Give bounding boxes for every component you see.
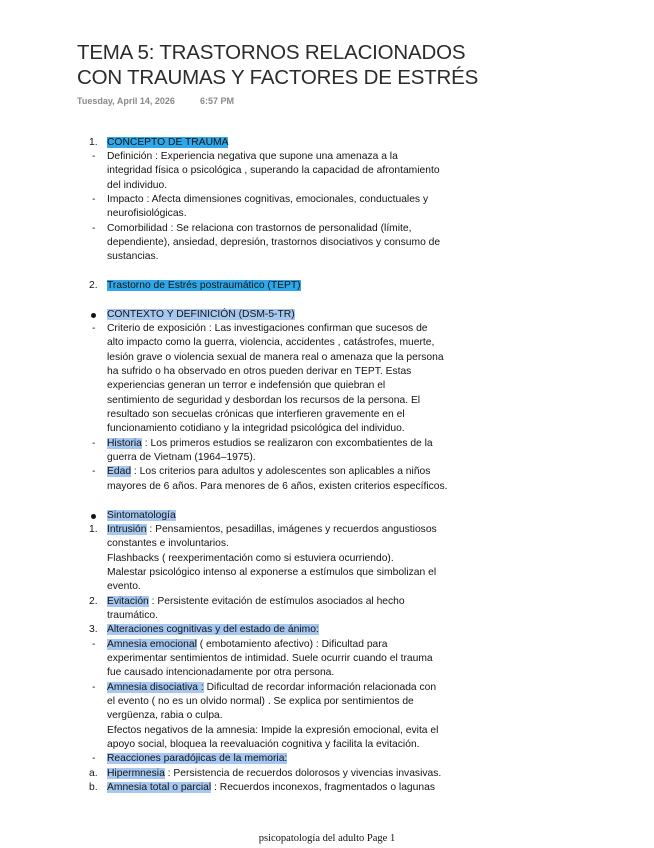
text-line	[107, 379, 385, 393]
text-line	[107, 781, 435, 795]
highlighted-text: Amnesia total o parcial	[107, 782, 212, 793]
highlighted-text: Trastorno de Estrés postraumático (TEPT)	[107, 280, 301, 291]
text-line	[107, 566, 436, 580]
note-date: Tuesday, April 14, 2026	[77, 96, 175, 106]
bullet-icon	[91, 514, 96, 519]
text-line	[107, 666, 334, 680]
text-span: experiencias generan un terror e indefensión que quiebran el	[107, 380, 386, 391]
list-marker: -	[92, 194, 96, 205]
highlighted-text: Historia	[107, 438, 142, 449]
text-span: sentimiento de seguridad y desbordan los recursos de la persona. El	[107, 395, 421, 406]
text-span: Impacto : Afecta dimensiones cognitivas, emocionales, conductuales y	[107, 194, 429, 205]
text-span: guerra de Vietnam (1964–1975).	[107, 452, 256, 463]
bullet-icon	[91, 313, 96, 318]
list-marker: -	[92, 466, 96, 477]
text-span: lesión grave o violencia sexual de manera real o amenaza que la persona	[107, 352, 444, 363]
list-marker: -	[92, 323, 96, 334]
text-line	[107, 222, 412, 236]
text-line	[107, 681, 436, 695]
list-marker: -	[92, 753, 96, 764]
text-span: neurofisiológicas.	[107, 208, 187, 219]
text-line	[107, 136, 228, 150]
text-span: : Persistencia de recuerdos dolorosos y vivencias invasivas.	[164, 768, 442, 779]
list-marker: a.	[89, 768, 98, 779]
text-line	[107, 437, 433, 451]
text-span: fue causado intencionadamente por otra persona.	[107, 667, 335, 678]
text-line	[107, 767, 441, 781]
text-span: Flashbacks ( reexperimentación como si estuviera ocurriendo).	[107, 553, 394, 564]
text-line	[107, 451, 256, 465]
text-line	[107, 236, 440, 250]
text-span: integridad física o psicológica , superando la capacidad de afrontamiento	[107, 165, 440, 176]
text-line	[107, 336, 434, 350]
text-line	[107, 351, 444, 365]
text-line	[107, 638, 387, 652]
text-span: evento.	[107, 581, 141, 592]
list-marker: 3.	[89, 624, 98, 635]
highlighted-text: Intrusión	[107, 524, 147, 535]
text-line	[107, 709, 223, 723]
text-span: mayores de 6 años. Para menores de 6 años, existen criterios específicos.	[107, 481, 448, 492]
text-span: : Pensamientos, pesadillas, imágenes y recuerdos angustiosos	[146, 524, 437, 535]
list-marker: 1.	[89, 524, 98, 535]
text-line	[107, 695, 414, 709]
text-line	[107, 179, 167, 193]
list-marker: 2.	[89, 280, 98, 291]
text-line	[107, 465, 430, 479]
text-span: el evento ( no es un olvido normal) . Se explica por sentimientos de	[107, 696, 414, 707]
text-line	[107, 207, 187, 221]
highlighted-text: Edad	[107, 466, 132, 477]
text-span: constantes e involuntarios.	[107, 538, 229, 549]
text-line	[107, 164, 440, 178]
list-marker: -	[92, 639, 96, 650]
text-line	[107, 480, 448, 494]
highlighted-text: Alteraciones cognitivas y del estado de ánimo:	[107, 624, 319, 635]
page-title	[77, 40, 547, 90]
list-marker: b.	[89, 782, 98, 793]
text-line	[107, 193, 428, 207]
text-span: del individuo.	[107, 180, 168, 191]
text-span: ha sufrido o ha observado en otros pueden derivar en TEPT. Estas	[107, 366, 412, 377]
note-time: 6:57 PM	[200, 96, 235, 106]
text-span: vergüenza, rabia o culpa.	[107, 710, 223, 721]
text-line	[107, 724, 438, 738]
highlighted-text: Hipermnesia	[107, 768, 165, 779]
text-line	[107, 279, 301, 293]
text-line	[107, 552, 394, 566]
highlighted-text: CONTEXTO Y DEFINICIÓN (DSM-5-TR)	[107, 309, 295, 320]
text-span: Definición : Experiencia negativa que supone una amenaza a la	[107, 151, 398, 162]
text-span: dependiente), ansiedad, depresión, trastornos disociativos y consumo de	[107, 237, 441, 248]
text-line	[107, 365, 411, 379]
text-span: Criterio de exposición : Las investigaciones confirman que sucesos de	[107, 323, 428, 334]
text-line	[107, 509, 176, 523]
highlighted-text: CONCEPTO DE TRAUMA	[107, 137, 229, 148]
text-span: traumático.	[107, 610, 158, 621]
list-marker: -	[92, 438, 96, 449]
text-line	[107, 537, 229, 551]
text-line	[107, 595, 405, 609]
text-span: Efectos negativos de la amnesia: Impide la expresión emocional, evita el	[107, 725, 439, 736]
text-line	[107, 609, 158, 623]
text-span: alto impacto como la guerra, violencia, accidentes , catástrofes, muerte,	[107, 337, 435, 348]
text-span: apoyo social, bloquea la reevaluación cognitiva y facilita la evitación.	[107, 739, 420, 750]
text-line	[107, 408, 405, 422]
text-span: : Los primeros estudios se realizaron con excombatientes de la	[141, 438, 433, 449]
text-line	[107, 394, 420, 408]
text-span: resultado son secuelas crónicas que interfieren gravemente en el	[107, 409, 405, 420]
text-span: Comorbilidad : Se relaciona con trastornos de personalidad (límite,	[107, 223, 412, 234]
page-title-line-1: TEMA 5: TRASTORNOS RELACIONADOS	[77, 41, 466, 64]
text-line	[107, 652, 433, 666]
text-line	[107, 738, 420, 752]
list-marker: -	[92, 151, 96, 162]
list-marker: 1.	[89, 137, 98, 148]
highlighted-text: Evitación	[107, 596, 149, 607]
text-span: funcionamiento cotidiano y la integridad psicológica del individuo.	[107, 423, 405, 434]
text-span: : Los criterios para adultos y adolescentes son aplicables a niños	[131, 466, 431, 477]
text-line	[107, 580, 141, 594]
text-span: sustancias.	[107, 251, 159, 262]
page-footer: psicopatología del adulto Page 1	[258, 833, 396, 844]
text-span: ( embotamiento afectivo) : Dificultad para	[196, 639, 388, 650]
text-line	[107, 422, 405, 436]
text-line	[107, 250, 159, 264]
text-line	[107, 150, 398, 164]
highlighted-text: Reacciones paradójicas de la memoria:	[107, 753, 288, 764]
text-line	[107, 623, 319, 637]
text-span: : Recuerdos inconexos, fragmentados o lagunas	[211, 782, 435, 793]
page-title-line-2: CON TRAUMAS Y FACTORES DE ESTRÉS	[77, 66, 479, 89]
list-marker: -	[92, 223, 96, 234]
text-line	[107, 523, 437, 537]
text-span: experimentar sentimientos de intimidad. Suele ocurrir cuando el trauma	[107, 653, 433, 664]
highlighted-text: Amnesia emocional	[107, 639, 197, 650]
text-span: Dificultad de recordar información relacionada con	[203, 682, 437, 693]
text-span: : Persistente evitación de estímulos asociados al hecho	[148, 596, 405, 607]
text-line	[107, 322, 428, 336]
highlighted-text: Sintomatología	[107, 510, 176, 521]
list-marker: 2.	[89, 596, 98, 607]
text-line	[107, 752, 287, 766]
text-span: Malestar psicológico intenso al exponerse a estímulos que simbolizan el	[107, 567, 437, 578]
highlighted-text: Amnesia disociativa :	[107, 682, 204, 693]
text-line	[107, 308, 295, 322]
list-marker: -	[92, 682, 96, 693]
